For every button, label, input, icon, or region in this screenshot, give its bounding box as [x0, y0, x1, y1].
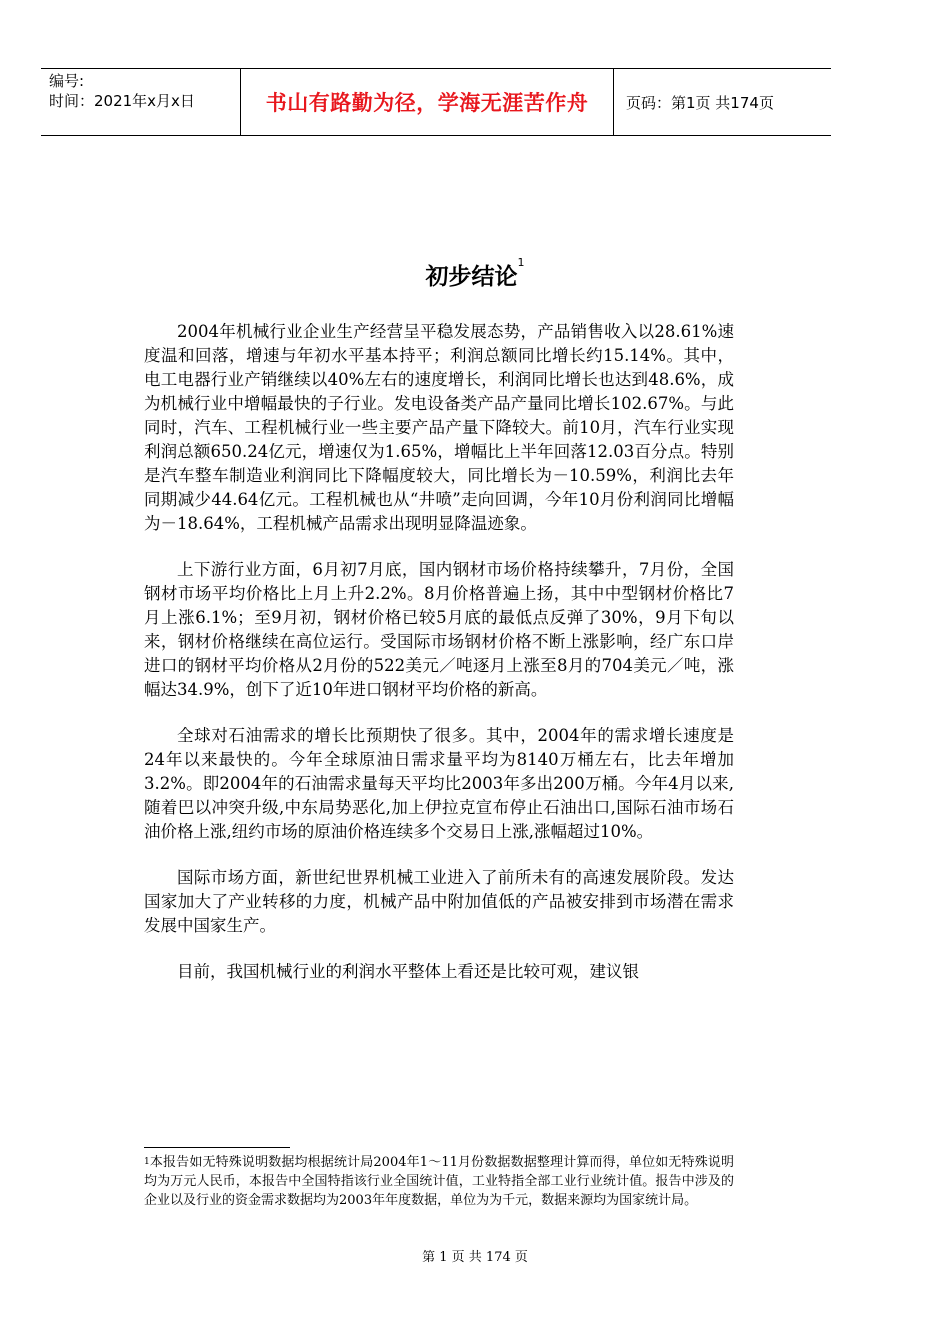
footnote-divider — [144, 1147, 290, 1148]
document-header — [41, 68, 831, 136]
header-motto: 书山有路勤为径，学海无涯苦作舟 — [241, 69, 614, 135]
date-label: 时间：2021年x月x日 — [49, 92, 195, 110]
paragraph-1: 2004年机械行业企业生产经营呈平稳发展态势，产品销售收入以28.61%速度温和回落，增速与年初水平基本持平；利润总额同比增长约15.14%。其中，电工电器行业产销继续以40%左右的速度增长，利润同比增长也达到48.6%，成为机械行业中增幅最快的子行业。发电设备类产品产量同比增长102.67%。与此同时，汽车、工程机械行业一些主要产品产量下降较大。前10月，汽车行业实现利润总额650.24亿元，增速仅为1.65%，增幅比上半年回落12.03百分点。特别是汽车整车制造业利润同比下降幅度较大，同比增长为－10.59%，利润比去年同期减少44.64亿元。工程机械也从“井喷”走向回调，今年10月份利润同比增幅为－18.64%，工程机械产品需求出现明显降温迹象。 — [144, 322, 734, 533]
paragraph-4: 国际市场方面，新世纪世界机械工业进入了前所未有的高速发展阶段。发达国家加大了产业转移的力度，机械产品中附加值低的产品被安排到市场潜在需求发展中国家生产。 — [144, 868, 734, 935]
title-text: 初步结论 — [425, 264, 518, 290]
header-meta — [41, 69, 241, 135]
paragraph-3: 全球对石油需求的增长比预期快了很多。其中，2004年的需求增长速度是24年以来最快的。今年全球原油日需求量平均为8140万桶左右，比去年增加3.2%。即2004年的石油需求量每天平均比2003年多出200万桶。今年4月以来,随着巴以冲突升级,中东局势恶化,加上伊拉克宣布停止石油出口,国际石油市场石油价格上涨,纽约市场的原油价格连续多个交易日上涨,涨幅超过10%。 — [144, 726, 734, 841]
page-footer: 第 1 页 共 174 页 — [422, 1250, 528, 1265]
document-body — [144, 320, 734, 1006]
serial-label: 编号: — [49, 72, 85, 90]
paragraph-5: 目前，我国机械行业的利润水平整体上看还是比较可观，建议银 — [177, 962, 639, 981]
header-page-info: 页码：第1页 共174页 — [626, 93, 774, 112]
footnote-text: 本报告如无特殊说明数据均根据统计局2004年1～11月份数据数据整理计算而得，单位如无特殊说明均为万元人民币，本报告中全国特指该行业全国统计值，工业特指全部工业行业统计值。报告中涉及的企业以及行业的资金需求数据均为2003年年度数据，单位为为千元，数据来源均为国家统计局。 — [144, 1155, 734, 1208]
footnote — [144, 1153, 734, 1210]
paragraph-2: 上下游行业方面，6月初7月底，国内钢材市场价格持续攀升，7月份，全国钢材市场平均价格比上月上升2.2%。8月价格普遍上扬，其中中型钢材价格比7月上涨6.1%；至9月初，钢材价格已较5月底的最低点反弹了30%，9月下旬以来，钢材价格继续在高位运行。受国际市场钢材价格不断上涨影响，经广东口岸进口的钢材平均价格从2月份的522美元／吨逐月上涨至8月的704美元／吨，涨幅达34.9%，创下了近10年进口钢材平均价格的新高。 — [144, 560, 734, 699]
title-footnote-mark: 1 — [517, 256, 525, 269]
document-title — [0, 258, 950, 291]
footnote-mark: 1 — [144, 1157, 150, 1167]
